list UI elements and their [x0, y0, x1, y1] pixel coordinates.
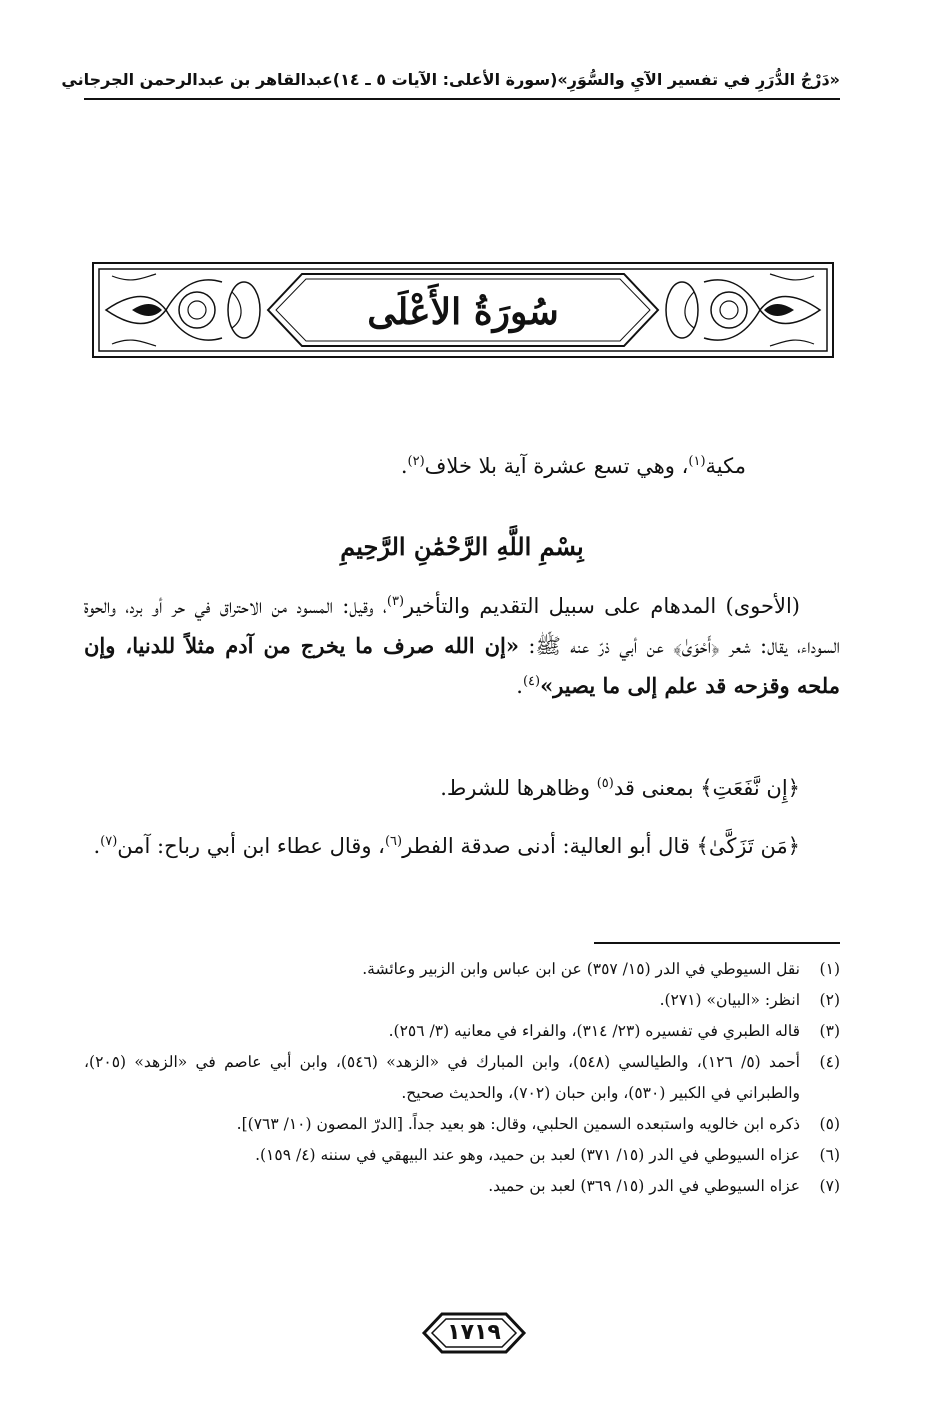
commentary-paragraph: [84, 586, 840, 706]
footnote-ref-6[interactable]: (٦): [384, 834, 403, 849]
footnote-text: عزاه السيوطي في الدر (١٥/ ٣٧١) لعبد بن حميد، وهو عند البيهقي في سننه (٤/ ١٥٩).: [255, 1146, 800, 1164]
footnote-ref-4[interactable]: (٤): [522, 674, 541, 689]
footnote-number: (٢): [819, 991, 840, 1009]
page-number: ١٧١٩: [447, 1320, 501, 1345]
footnote-text: انظر: «البيان» (٢٧١).: [659, 991, 800, 1009]
footnote-number: (٦): [819, 1146, 840, 1164]
right-ornament: [666, 274, 820, 346]
header-book-title: «دَرْجُ الدُّرَرِ في تفسير الآيِ والسُّوَرِ»: [557, 69, 840, 89]
surah-title-banner: [92, 262, 834, 358]
footnote: [84, 1047, 840, 1109]
footnotes: [84, 954, 840, 1202]
paragraph-text: .: [93, 834, 101, 858]
left-ornament: [106, 274, 260, 346]
footnote-text: قاله الطبري في تفسيره (٢٣/ ٣١٤)، والفراء في معانيه (٣/ ٢٥٦).: [388, 1022, 800, 1040]
commentary-paragraph: [84, 826, 840, 866]
footnote-separator: [594, 942, 840, 944]
paragraph-text: وظاهرها للشرط.: [440, 776, 597, 800]
paragraph-text: ﴿مَن تَزَكَّىٰ﴾ قال أبو العالية: أدنى صدقة الفطر: [402, 834, 800, 858]
paragraph-text: ﴿إِن نَّفَعَتِ﴾ بمعنى قد: [613, 776, 800, 800]
footnote-ref-2[interactable]: (٢): [407, 454, 425, 469]
header-rule: [84, 98, 840, 100]
footnote-number: (٧): [819, 1177, 840, 1195]
intro-text: ، وهي تسع عشرة آية بلا خلاف: [424, 454, 689, 478]
ornamental-frame: [92, 262, 834, 358]
paragraph-text: .: [516, 674, 523, 698]
basmala: بِسْمِ اللَّهِ الرَّحْمَٰنِ الرَّحِيمِ: [340, 532, 584, 561]
footnote: [84, 954, 840, 985]
footnote: [84, 1109, 840, 1140]
footnote-text: ذكره ابن خالويه واستبعده السمين الحلبي، وقال: هو بعيد جداً. [الدرّ المصون (١٠/ ٧٦٣)].: [236, 1115, 800, 1133]
intro-text: مكية: [705, 454, 746, 478]
commentary-paragraph: [84, 768, 840, 808]
footnote: [84, 985, 840, 1016]
footnote-ref-7[interactable]: (٧): [100, 834, 118, 849]
surah-intro: [84, 446, 840, 486]
footnote-number: (٥): [819, 1115, 840, 1133]
footnote-ref-3[interactable]: (٣): [386, 594, 405, 609]
paragraph-text: ، وقيل: المسود من الاحتراق في حر أو برد، والحوة السوداء، يقال: شعر ﴿أَحْوَىٰ﴾ عن أبي ذرّ عنه ﷺ:: [84, 594, 841, 658]
footnote-number: (١): [819, 960, 840, 978]
footnote-ref-5[interactable]: (٥): [596, 776, 614, 791]
footnote: [84, 1140, 840, 1171]
footnote-ref-1[interactable]: (١): [688, 454, 706, 469]
paragraph-text: (الأحوى) المدهام على سبيل التقديم والتأخير: [404, 594, 801, 618]
intro-text: .: [400, 454, 408, 478]
surah-title: سُورَةُ الأَعْلَى: [367, 291, 559, 333]
header-author: عبدالقاهر بن عبدالرحمن الجرجاني: [61, 69, 333, 89]
footnote: [84, 1171, 840, 1202]
footnote-number: (٤): [819, 1053, 840, 1071]
footnote-text: أحمد (٥/ ١٢٦)، والطيالسي (٥٤٨)، وابن المبارك في «الزهد» (٥٤٦)، وابن أبي عاصم في «الزهد» (٢٠٥)، والطبراني في الكبير (٥٣٠)، وابن حبان (٧٠٢)، والحديث صحيح.: [84, 1053, 800, 1102]
footnote-text: نقل السيوطي في الدر (١٥/ ٣٥٧) عن ابن عباس وابن الزبير وعائشة.: [362, 960, 800, 978]
footnote: [84, 1016, 840, 1047]
running-header: [61, 62, 840, 96]
footnote-text: عزاه السيوطي في الدر (١٥/ ٣٦٩) لعبد بن حميد.: [488, 1177, 800, 1195]
hadith-quote: «إن الله صرف ما يخرج من آدم مثلاً للدنيا، وإن ملحه وقزحه قد علم إلى ما يصير»: [84, 633, 840, 698]
header-section: (سورة الأعلى: الآيات ٥ ـ ١٤): [332, 69, 558, 89]
footnote-number: (٣): [819, 1022, 840, 1040]
page-number-badge: [420, 1310, 528, 1356]
paragraph-text: ، وقال عطاء ابن أبي رباح: آمن: [117, 834, 385, 858]
